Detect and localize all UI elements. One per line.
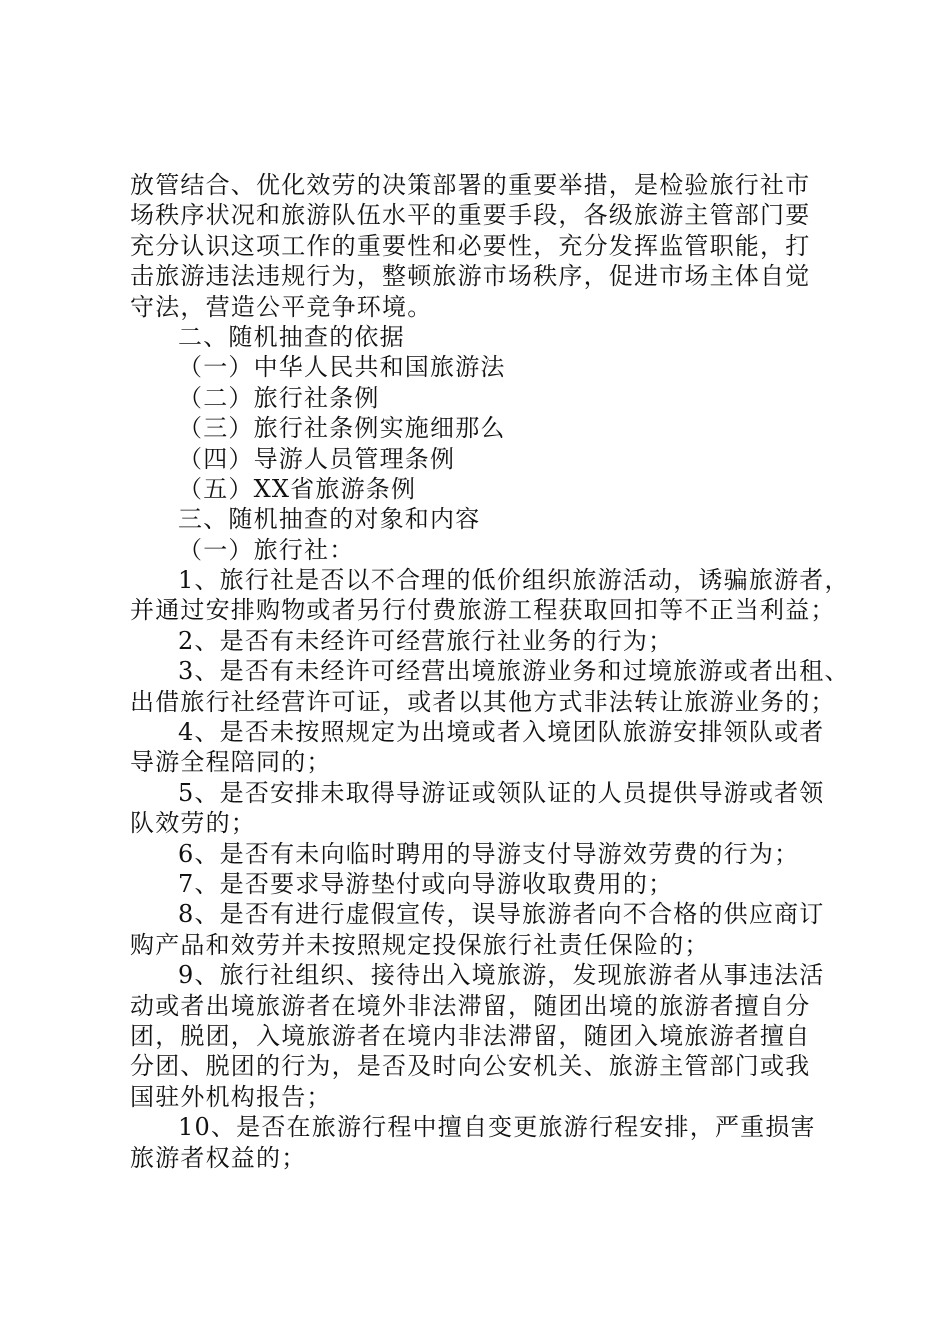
text-line: 守法，营造公平竞争环境。 bbox=[130, 292, 433, 321]
text-line: 分团、脱团的行为，是否及时向公安机关、旅游主管部门或我 bbox=[130, 1052, 811, 1081]
text-line: 三、随机抽查的对象和内容 bbox=[178, 505, 481, 534]
text-line: 8、是否有进行虚假宣传，误导旅游者向不合格的供应商订 bbox=[178, 900, 825, 929]
text-line: 10、是否在旅游行程中擅自变更旅游行程安排，严重损害 bbox=[178, 1113, 816, 1142]
text-line: （二）旅行社条例 bbox=[178, 383, 380, 412]
text-line: 购产品和效劳并未按照规定投保旅行社责任保险的； bbox=[130, 930, 710, 959]
text-line: 4、是否未按照规定为出境或者入境团队旅游安排领队或者 bbox=[178, 718, 825, 747]
text-line: 2、是否有未经许可经营旅行社业务的行为； bbox=[178, 626, 674, 655]
text-line: 动或者出境旅游者在境外非法滞留，随团出境的旅游者擅自分 bbox=[130, 991, 811, 1020]
text-line: 放管结合、优化效劳的决策部署的重要举措，是检验旅行社市 bbox=[130, 171, 811, 199]
text-line: （一）中华人民共和国旅游法 bbox=[178, 353, 506, 382]
text-line: 场秩序状况和旅游队伍水平的重要手段，各级旅游主管部门要 bbox=[130, 201, 811, 230]
text-line: 9、旅行社组织、接待出入境旅游，发现旅游者从事违法活 bbox=[178, 961, 825, 990]
text-line: 5、是否安排未取得导游证或领队证的人员提供导游或者领 bbox=[178, 778, 825, 807]
text-line: 旅游者权益的； bbox=[130, 1143, 307, 1172]
text-line: 出借旅行社经营许可证，或者以其他方式非法转让旅游业务的； bbox=[130, 687, 836, 716]
text-line: 充分认识这项工作的重要性和必要性，充分发挥监管职能，打 bbox=[130, 231, 811, 260]
text-line: 二、随机抽查的依据 bbox=[178, 322, 405, 351]
text-line: 7、是否要求导游垫付或向导游收取费用的； bbox=[178, 869, 674, 898]
text-line: 1、旅行社是否以不合理的低价组织旅游活动，诱骗旅游者， bbox=[178, 566, 850, 595]
text-line: 导游全程陪同的； bbox=[130, 748, 332, 777]
document-body bbox=[130, 170, 850, 1173]
text-line: 6、是否有未向临时聘用的导游支付导游效劳费的行为； bbox=[178, 839, 800, 868]
text-line: 团，脱团，入境旅游者在境内非法滞留，随团入境旅游者擅自 bbox=[130, 1021, 811, 1050]
text-line: （一）旅行社： bbox=[178, 535, 355, 564]
text-line: 击旅游违法违规行为，整顿旅游市场秩序，促进市场主体自觉 bbox=[130, 262, 811, 291]
text-line: 国驻外机构报告； bbox=[130, 1082, 332, 1111]
text-line: 3、是否有未经许可经营出境旅游业务和过境旅游或者出租、 bbox=[178, 657, 850, 686]
text-line: 队效劳的； bbox=[130, 809, 256, 838]
text-line: （五）XX省旅游条例 bbox=[178, 474, 417, 503]
text-line: （四）导游人员管理条例 bbox=[178, 444, 456, 473]
text-line: 并通过安排购物或者另行付费旅游工程获取回扣等不正当利益； bbox=[130, 596, 836, 625]
text-line: （三）旅行社条例实施细那么 bbox=[178, 414, 506, 443]
